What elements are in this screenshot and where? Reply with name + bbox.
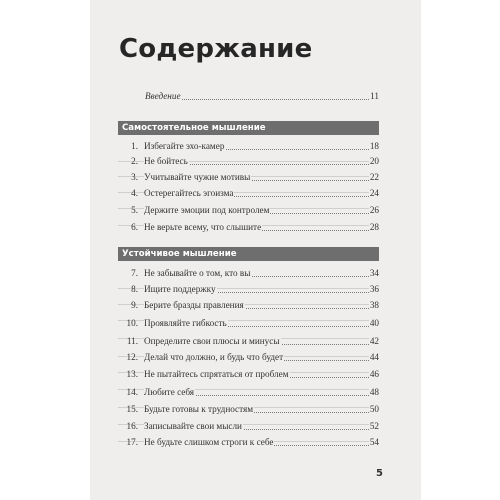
toc-entry-label: Учитывайте чужие мотивы [144, 172, 251, 182]
toc-entry-page: 20 [369, 156, 379, 166]
toc-entry [118, 188, 379, 202]
toc-entry-label: Любите себя [144, 387, 195, 397]
toc-entry-label: Определите свои плюсы и минусы [144, 336, 280, 346]
toc-entry-page: 26 [369, 205, 379, 215]
toc-entry [118, 421, 379, 435]
toc-entry-number: 5. [131, 205, 138, 215]
toc-entry-page: 18 [369, 141, 379, 151]
toc-entry-number: 15. [126, 404, 138, 414]
toc-entry-label: Записывайте свои мысли [144, 421, 242, 431]
toc-entry-number: 10. [126, 318, 138, 328]
toc-entry-label: Держите эмоции под контролем [144, 205, 270, 215]
toc-entry-label: Берите бразды правления [144, 300, 244, 310]
toc-entry-label: Не будьте слишком строги к себе [144, 437, 274, 447]
toc-entry-page: 11 [370, 91, 379, 101]
toc-entry-label: Не верьте всему, что слышите [144, 222, 262, 232]
toc-entry [118, 437, 379, 451]
toc-entry [118, 205, 379, 219]
toc-entry-page: 54 [369, 437, 379, 447]
toc-entry-label: Ищите поддержку [144, 284, 216, 294]
toc-entry-label: Не забывайте о том, кто вы [144, 268, 251, 278]
toc-entry [118, 141, 379, 155]
toc-entry [118, 222, 379, 236]
toc-entry-page: 48 [369, 387, 379, 397]
toc-entry [118, 369, 379, 383]
toc-entry [118, 318, 379, 332]
toc-entry-number: 1. [131, 141, 138, 151]
toc-entry-page: 28 [369, 222, 379, 232]
toc-entry-number: 2. [131, 156, 138, 166]
page-number: 5 [376, 468, 383, 479]
toc-entry-number: 7. [131, 268, 138, 278]
toc-entry-label: Избегайте эхо-камер [144, 141, 225, 151]
toc-entry-number: 12. [126, 352, 138, 362]
toc-entry [118, 268, 379, 282]
toc-entry-number: 8. [131, 284, 138, 294]
toc-entry-page: 36 [369, 284, 379, 294]
section-header-independent-thinking: Самостоятельное мышление [118, 121, 379, 135]
toc-entry-number: 11. [126, 336, 138, 346]
toc-entry-number: 17. [126, 437, 138, 447]
toc-entry-page: 24 [369, 188, 379, 198]
toc-entry-page: 38 [369, 300, 379, 310]
toc-entry-page: 42 [369, 336, 379, 346]
toc-entry [118, 300, 379, 314]
toc-entry-number: 13. [126, 369, 138, 379]
toc-entry-label: Делай что должно, и будь что будет [144, 352, 284, 362]
toc-entry [118, 352, 379, 366]
toc-entry-label: Не пытайтесь спрятаться от проблем [144, 369, 289, 379]
toc-entry-number: 16. [126, 421, 138, 431]
toc-entry-label: Введение [145, 91, 181, 101]
toc-entry-number: 4. [131, 188, 138, 198]
toc-entry [118, 387, 379, 401]
toc-entry-number: 14. [126, 387, 138, 397]
toc-entry [118, 172, 379, 186]
toc-entry-number: 9. [131, 300, 138, 310]
toc-entry-page: 34 [369, 268, 379, 278]
toc-entry-number: 6. [131, 222, 138, 232]
toc-entry-number: 3. [131, 172, 138, 182]
page-title: Содержание [119, 34, 313, 64]
toc-entry-label: Не бойтесь [144, 156, 188, 166]
toc-entry-label: Будьте готовы к трудностям [144, 404, 254, 414]
toc-entry [118, 336, 379, 350]
section-header-resilient-thinking: Устойчивое мышление [118, 247, 379, 261]
toc-entry-intro [118, 91, 379, 105]
toc-entry-page: 22 [369, 172, 379, 182]
toc-entry-label: Остерегайтесь эгоизма [144, 188, 234, 198]
toc-entry-page: 40 [369, 318, 379, 328]
toc-entry [118, 404, 379, 418]
toc-entry-page: 46 [369, 369, 379, 379]
toc-entry-page: 44 [369, 352, 379, 362]
toc-entry-label: Проявляйте гибкость [144, 318, 227, 328]
toc-entry-page: 52 [369, 421, 379, 431]
toc-entry [118, 284, 379, 298]
toc-entry-page: 50 [369, 404, 379, 414]
toc-entry [118, 156, 379, 170]
